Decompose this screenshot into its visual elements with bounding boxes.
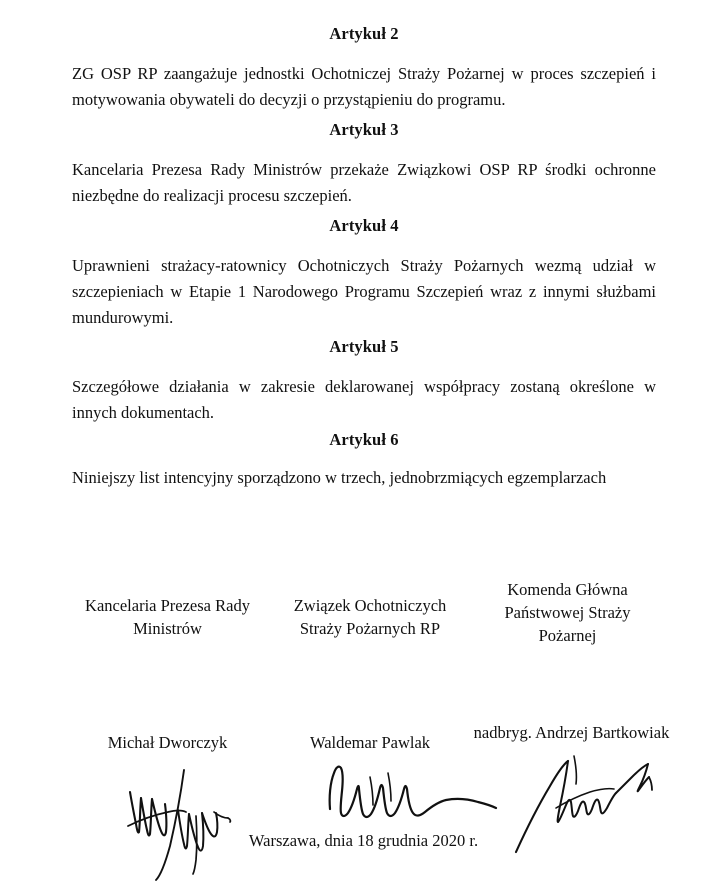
place-and-date: Warszawa, dnia 18 grudnia 2020 r. [248, 831, 479, 850]
article-body-wrap-4 [72, 253, 656, 331]
signatory-name-dworczyk [60, 722, 275, 754]
organization-line: Pożarnej [538, 626, 597, 645]
article-body-wrap-5 [72, 374, 656, 426]
article-block-5 [72, 337, 656, 357]
article-heading-4: Artykuł 4 [329, 216, 399, 235]
organization-line: Kancelaria Prezesa Rady [85, 596, 250, 615]
signatory-name-text: Michał Dworczyk [107, 733, 228, 752]
article-block-3 [72, 120, 656, 140]
article-heading-6: Artykuł 6 [329, 430, 399, 449]
organization-block-zosprp [275, 578, 465, 640]
article-heading-3: Artykuł 3 [329, 120, 399, 139]
article-block-2 [72, 24, 656, 44]
organization-block-kgpsp [465, 578, 670, 647]
article-paragraph-4: Uprawnieni strażacy-ratownicy Ochotniczych Straży Pożarnych wezmą udział w szczepieniach w Etapie 1 Narodowego Programu Szczepień wraz z innymi służbami mundurowymi. [72, 256, 656, 327]
article-block-4 [72, 216, 656, 236]
article-paragraph-3: Kancelaria Prezesa Rady Ministrów przekaże Związkowi OSP RP środki ochronne niezbędne do realizacji procesu szczepień. [72, 160, 656, 205]
article-body-wrap-2 [72, 61, 656, 113]
organization-block-kprm [60, 578, 275, 640]
signatory-name-text: Waldemar Pawlak [309, 733, 431, 752]
article-heading-2: Artykuł 2 [329, 24, 399, 43]
organization-line: Komenda Główna [507, 580, 628, 599]
article-paragraph-2: ZG OSP RP zaangażuje jednostki Ochotniczej Straży Pożarnej w proces szczepień i motywowania obywateli do decyzji o przystąpieniu do programu. [72, 64, 656, 109]
article-paragraph-5: Szczegółowe działania w zakresie deklarowanej współpracy zostaną określone w innych dokumentach. [72, 377, 656, 422]
signatory-name-bartkowiak [465, 722, 678, 744]
article-block-6 [72, 430, 656, 450]
article-paragraph-6: Niniejszy list intencyjny sporządzono w trzech, jednobrzmiących egzemplarzach [72, 468, 607, 487]
organization-line: Związek Ochotniczych [293, 596, 447, 615]
signatory-name-text: nadbryg. Andrzej Bartkowiak [473, 723, 670, 742]
organization-line: Ministrów [133, 619, 202, 638]
signatory-name-row [60, 722, 678, 754]
handwritten-signature-pawlak-icon [322, 757, 512, 827]
article-body-wrap-6 [72, 465, 656, 491]
handwritten-signature-dworczyk-icon [118, 752, 278, 882]
organization-line: Państwowej Straży [504, 603, 631, 622]
article-heading-5: Artykuł 5 [329, 337, 399, 356]
organization-line: Straży Pożarnych RP [299, 619, 441, 638]
organization-row [60, 578, 670, 647]
article-body-wrap-3 [72, 157, 656, 209]
signatory-name-pawlak [275, 722, 465, 754]
